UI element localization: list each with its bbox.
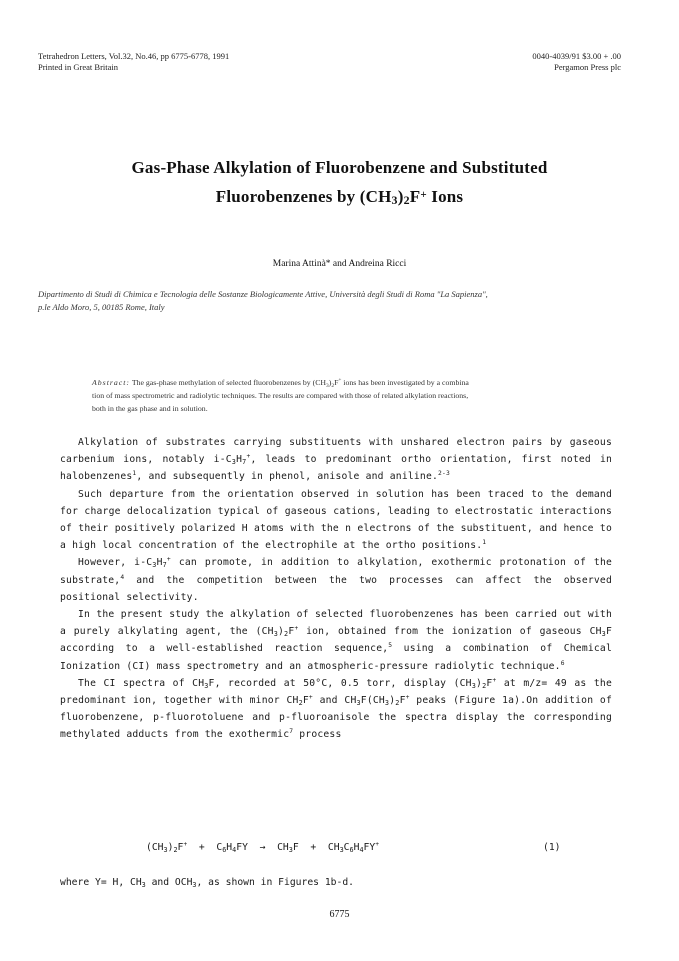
paragraph-3: However, $i-C_3H_7^+$ can promote, in addition to alkylation, exothermic protonation of the substrate,$^4$ and the competition between the two processes can affect the observed positional selectivity.: [60, 556, 613, 603]
publisher-info: [532, 51, 621, 73]
equation-1: $(CH_3)_2F^+ + C_6H_4FY \to CH_3F + CH_3C_6H_4FY^+$: [146, 841, 379, 854]
paragraph-2: Such departure from the orientation observed in solution has been traced to the demand for charge delocalization typical of gaseous cations, leading to electrostatic interactions of their positively polarized H atoms with the n electrons of the substituent, and hence to a high local concentration of the electrophile at the ortho positions.$^1$: [60, 488, 612, 552]
page-number: 6775: [329, 909, 350, 920]
where-line: where Y= H, $CH_3$ and $OCH_3$, as shown in Figures 1b-d.: [60, 877, 354, 889]
publisher-line: Pergamon Press plc: [554, 62, 621, 72]
paragraph-4: In the present study the alkylation of selected fluorobenzenes has been carried out with a purely alkylating agent, the $(CH_3)_2F^+$ ion, obtained from the ionization of gaseous $CH_3F$ according to a well-established reaction sequence,$^5$ using a combination of Chemical Ionization (CI) mass spectrometry and an atmospheric-pressure radiolytic technique.$^6$: [60, 609, 612, 672]
price-line: 0040-4039/91 $3.00 + .00: [532, 51, 621, 61]
abstract-line1: Abstract: The gas-phase methylation of selected fluorobenzenes by $(CH_3)_2F^+$ ions has been investigated by a combina: [92, 377, 469, 389]
authors: Marina Attinà* and Andreina Ricci: [272, 259, 407, 269]
printed-line: Printed in Great Britain: [38, 62, 119, 72]
reaction-arrow: →: [259, 842, 266, 853]
affiliation: [38, 288, 638, 314]
abstract-label: Abstract:: [92, 378, 131, 387]
paragraph-1: Alkylation of substrates carrying substituents with unshared electron pairs by gaseous carbenium ions, notably $i-C_3H_7^+$, leads to predominant ortho orientation, first noted in halobenzenes$^1$, and subsequently in phenol, anisole and aniline.$^{2-3}$: [60, 437, 613, 483]
paper-title-line2: Fluorobenzenes by $(CH_3)_2F^+$ Ions: [215, 187, 464, 207]
journal-line: Tetrahedron Letters, Vol.32, No.46, pp 6775-6778, 1991: [38, 51, 230, 61]
affiliation-line2: p.le Aldo Moro, 5, 00185 Rome, Italy: [38, 302, 165, 312]
abstract: [92, 376, 602, 415]
abstract-line3: both in the gas phase and in solution.: [92, 404, 208, 413]
affiliation-line1: Dipartimento di Studi di Chimica e Tecnologia delle Sostanze Biologicamente Attive, Università degli Studi di Roma "La Sapienza",: [38, 289, 488, 299]
paragraph-5: The CI spectra of $CH_3F$, recorded at 50°C, 0.5 torr, display $(CH_3)_2F^+$ at m/z= 49 as the predominant ion, together with minor $CH_2F^+$ and $CH_3F(CH_3)_2F^+$ peaks (Figure 1a).On addition of fluorobenzene, p-fluorotoluene and p-fluoroanisole the spectra display the corresponding methylated adducts from the exothermic$^7$ process: [60, 676, 612, 741]
journal-citation: [38, 51, 229, 73]
paper-title-line1: Gas-Phase Alkylation of Fluorobenzene and Substituted: [131, 158, 548, 177]
equation-number: (1): [543, 842, 561, 853]
abstract-line2: tion of mass spectrometric and radiolytic techniques. The results are compared with those of related alkylation reactions,: [92, 391, 469, 400]
body-text: [60, 434, 612, 744]
